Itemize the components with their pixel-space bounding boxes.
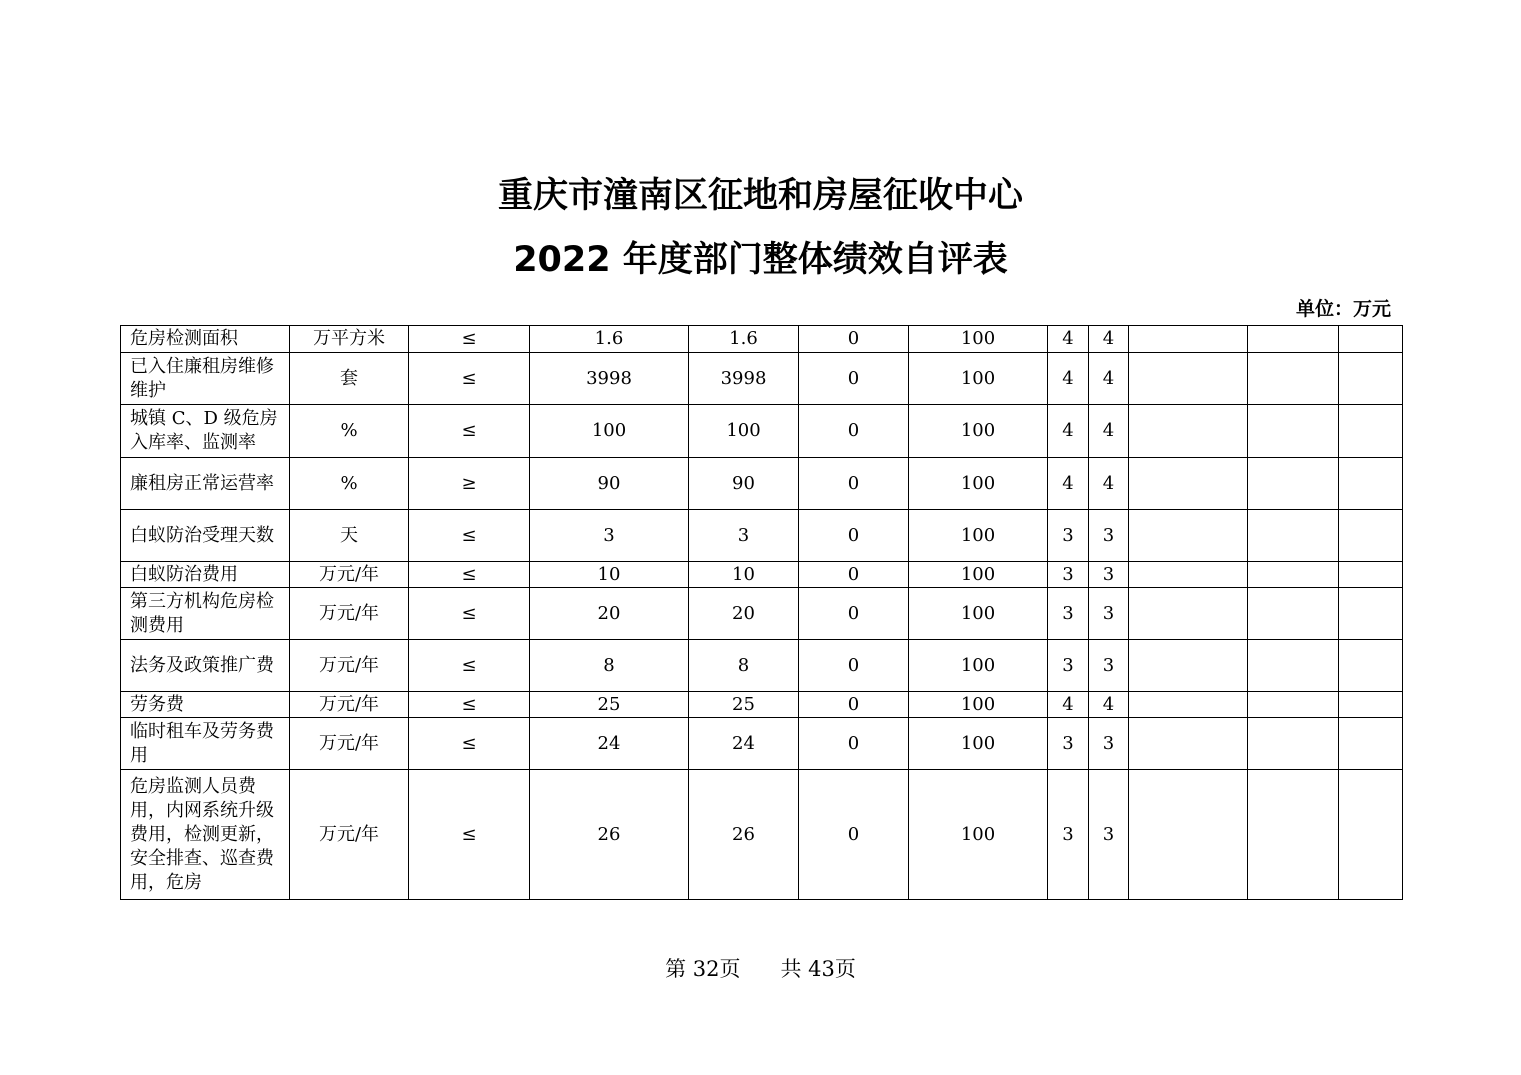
extra-cell-2 bbox=[1248, 640, 1339, 692]
document-title-line2: 2022 年度部门整体绩效自评表 bbox=[513, 240, 1008, 280]
deviation-cell: 0 bbox=[799, 326, 909, 353]
deviation-cell: 0 bbox=[799, 692, 909, 718]
actual-value-cell: 100 bbox=[689, 405, 799, 458]
table-row bbox=[121, 510, 1403, 562]
indicator-name-cell: 城镇 C、D 级危房入库率、监测率 bbox=[121, 405, 290, 458]
table-row bbox=[121, 562, 1403, 588]
score-cell: 4 bbox=[1089, 405, 1129, 458]
rate-cell: 100 bbox=[909, 510, 1048, 562]
deviation-cell: 0 bbox=[799, 510, 909, 562]
deviation-cell: 0 bbox=[799, 353, 909, 405]
extra-cell-2 bbox=[1248, 718, 1339, 770]
extra-cell-2 bbox=[1248, 692, 1339, 718]
unit-cell: % bbox=[290, 405, 409, 458]
actual-value-cell: 20 bbox=[689, 588, 799, 640]
indicator-name-cell: 危房监测人员费用，内网系统升级费用，检测更新，安全排查、巡查费用，危房 bbox=[121, 770, 290, 900]
actual-value-cell: 3998 bbox=[689, 353, 799, 405]
actual-value-cell: 10 bbox=[689, 562, 799, 588]
weight-cell: 4 bbox=[1048, 692, 1089, 718]
score-cell: 3 bbox=[1089, 640, 1129, 692]
actual-value-cell: 26 bbox=[689, 770, 799, 900]
rate-cell: 100 bbox=[909, 640, 1048, 692]
extra-cell-1 bbox=[1129, 588, 1248, 640]
table-row bbox=[121, 640, 1403, 692]
comparison-cell: ≤ bbox=[409, 353, 530, 405]
unit-cell: 套 bbox=[290, 353, 409, 405]
deviation-cell: 0 bbox=[799, 588, 909, 640]
extra-cell-2 bbox=[1248, 405, 1339, 458]
performance-table bbox=[120, 325, 1403, 900]
table-row bbox=[121, 458, 1403, 510]
score-cell: 4 bbox=[1089, 353, 1129, 405]
rate-cell: 100 bbox=[909, 353, 1048, 405]
target-value-cell: 90 bbox=[530, 458, 689, 510]
comparison-cell: ≤ bbox=[409, 718, 530, 770]
weight-cell: 4 bbox=[1048, 458, 1089, 510]
target-value-cell: 1.6 bbox=[530, 326, 689, 353]
extra-cell-2 bbox=[1248, 770, 1339, 900]
indicator-name-cell: 白蚁防治受理天数 bbox=[121, 510, 290, 562]
extra-cell-1 bbox=[1129, 718, 1248, 770]
rate-cell: 100 bbox=[909, 692, 1048, 718]
extra-cell-3 bbox=[1339, 326, 1403, 353]
extra-cell-1 bbox=[1129, 562, 1248, 588]
rate-cell: 100 bbox=[909, 770, 1048, 900]
weight-cell: 4 bbox=[1048, 326, 1089, 353]
actual-value-cell: 3 bbox=[689, 510, 799, 562]
unit-label: 单位：万元 bbox=[1295, 298, 1391, 320]
unit-cell: 万元/年 bbox=[290, 562, 409, 588]
unit-cell: 万元/年 bbox=[290, 588, 409, 640]
unit-cell: % bbox=[290, 458, 409, 510]
score-cell: 4 bbox=[1089, 458, 1129, 510]
target-value-cell: 3 bbox=[530, 510, 689, 562]
deviation-cell: 0 bbox=[799, 562, 909, 588]
comparison-cell: ≤ bbox=[409, 692, 530, 718]
table-row bbox=[121, 718, 1403, 770]
extra-cell-3 bbox=[1339, 353, 1403, 405]
score-cell: 3 bbox=[1089, 770, 1129, 900]
table-row bbox=[121, 353, 1403, 405]
target-value-cell: 3998 bbox=[530, 353, 689, 405]
target-value-cell: 100 bbox=[530, 405, 689, 458]
table-row bbox=[121, 770, 1403, 900]
extra-cell-3 bbox=[1339, 510, 1403, 562]
deviation-cell: 0 bbox=[799, 718, 909, 770]
actual-value-cell: 8 bbox=[689, 640, 799, 692]
extra-cell-3 bbox=[1339, 588, 1403, 640]
comparison-cell: ≤ bbox=[409, 562, 530, 588]
indicator-name-cell: 第三方机构危房检测费用 bbox=[121, 588, 290, 640]
score-cell: 3 bbox=[1089, 562, 1129, 588]
extra-cell-1 bbox=[1129, 326, 1248, 353]
extra-cell-1 bbox=[1129, 458, 1248, 510]
weight-cell: 3 bbox=[1048, 718, 1089, 770]
deviation-cell: 0 bbox=[799, 405, 909, 458]
unit-cell: 万元/年 bbox=[290, 692, 409, 718]
extra-cell-3 bbox=[1339, 562, 1403, 588]
weight-cell: 3 bbox=[1048, 770, 1089, 900]
extra-cell-3 bbox=[1339, 458, 1403, 510]
rate-cell: 100 bbox=[909, 458, 1048, 510]
comparison-cell: ≤ bbox=[409, 405, 530, 458]
actual-value-cell: 1.6 bbox=[689, 326, 799, 353]
score-cell: 3 bbox=[1089, 588, 1129, 640]
unit-cell: 天 bbox=[290, 510, 409, 562]
score-cell: 3 bbox=[1089, 718, 1129, 770]
extra-cell-1 bbox=[1129, 405, 1248, 458]
target-value-cell: 24 bbox=[530, 718, 689, 770]
extra-cell-1 bbox=[1129, 353, 1248, 405]
table-row bbox=[121, 326, 1403, 353]
deviation-cell: 0 bbox=[799, 458, 909, 510]
weight-cell: 4 bbox=[1048, 405, 1089, 458]
extra-cell-3 bbox=[1339, 718, 1403, 770]
target-value-cell: 8 bbox=[530, 640, 689, 692]
comparison-cell: ≤ bbox=[409, 640, 530, 692]
extra-cell-2 bbox=[1248, 588, 1339, 640]
target-value-cell: 20 bbox=[530, 588, 689, 640]
extra-cell-1 bbox=[1129, 510, 1248, 562]
weight-cell: 3 bbox=[1048, 640, 1089, 692]
indicator-name-cell: 危房检测面积 bbox=[121, 326, 290, 353]
extra-cell-1 bbox=[1129, 640, 1248, 692]
rate-cell: 100 bbox=[909, 718, 1048, 770]
unit-cell: 万元/年 bbox=[290, 770, 409, 900]
comparison-cell: ≤ bbox=[409, 588, 530, 640]
extra-cell-3 bbox=[1339, 770, 1403, 900]
rate-cell: 100 bbox=[909, 326, 1048, 353]
extra-cell-3 bbox=[1339, 692, 1403, 718]
rate-cell: 100 bbox=[909, 405, 1048, 458]
score-cell: 3 bbox=[1089, 510, 1129, 562]
extra-cell-2 bbox=[1248, 326, 1339, 353]
rate-cell: 100 bbox=[909, 588, 1048, 640]
deviation-cell: 0 bbox=[799, 640, 909, 692]
unit-cell: 万元/年 bbox=[290, 718, 409, 770]
indicator-name-cell: 已入住廉租房维修维护 bbox=[121, 353, 290, 405]
table-body bbox=[121, 326, 1403, 900]
table-row bbox=[121, 692, 1403, 718]
deviation-cell: 0 bbox=[799, 770, 909, 900]
actual-value-cell: 25 bbox=[689, 692, 799, 718]
document-title-line1: 重庆市潼南区征地和房屋征收中心 bbox=[497, 176, 1023, 216]
indicator-name-cell: 法务及政策推广费 bbox=[121, 640, 290, 692]
indicator-name-cell: 临时租车及劳务费用 bbox=[121, 718, 290, 770]
comparison-cell: ≥ bbox=[409, 458, 530, 510]
extra-cell-1 bbox=[1129, 692, 1248, 718]
extra-cell-2 bbox=[1248, 353, 1339, 405]
unit-cell: 万平方米 bbox=[290, 326, 409, 353]
weight-cell: 4 bbox=[1048, 353, 1089, 405]
extra-cell-3 bbox=[1339, 405, 1403, 458]
indicator-name-cell: 白蚁防治费用 bbox=[121, 562, 290, 588]
comparison-cell: ≤ bbox=[409, 510, 530, 562]
weight-cell: 3 bbox=[1048, 510, 1089, 562]
extra-cell-3 bbox=[1339, 640, 1403, 692]
table-row bbox=[121, 405, 1403, 458]
target-value-cell: 25 bbox=[530, 692, 689, 718]
extra-cell-2 bbox=[1248, 458, 1339, 510]
indicator-name-cell: 劳务费 bbox=[121, 692, 290, 718]
target-value-cell: 26 bbox=[530, 770, 689, 900]
extra-cell-2 bbox=[1248, 510, 1339, 562]
indicator-name-cell: 廉租房正常运营率 bbox=[121, 458, 290, 510]
actual-value-cell: 90 bbox=[689, 458, 799, 510]
actual-value-cell: 24 bbox=[689, 718, 799, 770]
comparison-cell: ≤ bbox=[409, 770, 530, 900]
unit-cell: 万元/年 bbox=[290, 640, 409, 692]
rate-cell: 100 bbox=[909, 562, 1048, 588]
table-row bbox=[121, 588, 1403, 640]
comparison-cell: ≤ bbox=[409, 326, 530, 353]
weight-cell: 3 bbox=[1048, 562, 1089, 588]
extra-cell-1 bbox=[1129, 770, 1248, 900]
target-value-cell: 10 bbox=[530, 562, 689, 588]
weight-cell: 3 bbox=[1048, 588, 1089, 640]
page-footer: 第 32页 共 43页 bbox=[665, 957, 856, 981]
score-cell: 4 bbox=[1089, 692, 1129, 718]
extra-cell-2 bbox=[1248, 562, 1339, 588]
score-cell: 4 bbox=[1089, 326, 1129, 353]
